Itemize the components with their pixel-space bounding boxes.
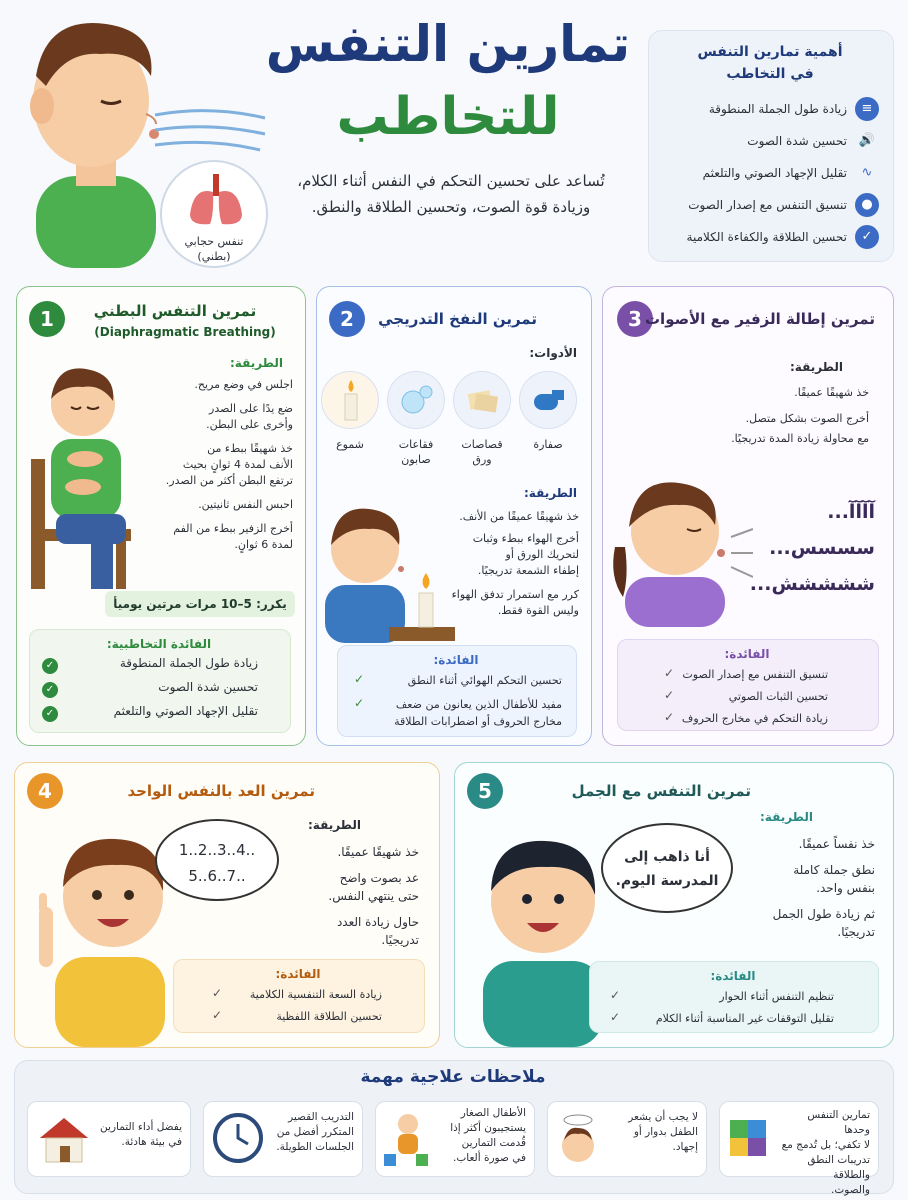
- benefit-item: تنظيم التنفس أثناء الحوار: [719, 990, 834, 1003]
- speech-bubble-icon: ≡: [855, 97, 879, 121]
- step-line: لتحريك الورق أو: [505, 548, 579, 561]
- boy-sitting-illustration: [21, 349, 141, 589]
- exercise-1-subtitle: (Diaphragmatic Breathing): [94, 325, 276, 339]
- sound-shhh: ششششش...: [749, 573, 875, 595]
- note-card: التدريب القصير المتكرر أفضل من الجلسات الطويلة.: [203, 1101, 363, 1177]
- sound-sss: سسسس...: [769, 537, 875, 559]
- step-line: بنفس واحد.: [816, 881, 875, 895]
- exercise-5-benefits: [589, 961, 879, 1033]
- step-line: أخرج الصوت بشكل متصل.: [745, 412, 869, 425]
- boy-counting-illustration: [25, 807, 175, 1047]
- importance-title: [647, 41, 893, 85]
- lungs-label-line2: (بطني): [197, 250, 231, 263]
- subtitle-line1: تُساعد على تحسين التحكم في النفس أثناء الكلام،: [297, 172, 605, 190]
- check-icon: ✓: [664, 688, 675, 702]
- step-line: أخرج الزفير ببطء من الفم: [173, 522, 293, 535]
- exercise-4-card: [14, 762, 440, 1048]
- bubble-line: المدرسة اليوم.: [615, 873, 719, 889]
- benefit-item: زيادة السعة التنفسية الكلامية: [249, 988, 382, 1001]
- exercise-5-benefit-label: الفائدة:: [710, 969, 756, 983]
- step-line: إطفاء الشمعة تدريجيًا.: [477, 564, 579, 577]
- step-line: وليس القوة فقط.: [497, 604, 579, 617]
- exercise-1-number: 1: [29, 301, 65, 337]
- waveform-icon: ∿: [861, 165, 873, 180]
- exercise-4-steps: [289, 843, 419, 949]
- benefit-item: تقليل الإجهاد الصوتي والتلعثم: [113, 704, 258, 718]
- speaker-icon: 🔊: [858, 133, 876, 148]
- tool-label: قصاصات ورق: [461, 438, 503, 466]
- importance-item: تقليل الإجهاد الصوتي والتلعثم: [702, 166, 847, 180]
- lungs-icon: [186, 174, 246, 228]
- step-line: ترتفع البطن أكثر من الصدر.: [165, 474, 293, 487]
- exercise-2-title: تمرين النفخ التدريجي: [378, 310, 537, 328]
- exercise-1-steps: [143, 377, 293, 553]
- step-line: خذ شهيقًا عميقًا.: [337, 845, 419, 859]
- exercise-4-benefits: [173, 959, 425, 1033]
- benefit-item: تحسين التحكم الهوائي أثناء النطق: [407, 674, 562, 687]
- benefit-item: زيادة التحكم في مخارج الحروف: [681, 712, 828, 725]
- exercise-1-benefit-label: الفائدة التخاطبية:: [106, 637, 212, 651]
- note-card: الأطفال الصغار يستجيبون أكثر إذا قُدمت التمارين في صورة ألعاب.: [375, 1101, 535, 1177]
- exercise-2-method-label: الطريقة:: [524, 486, 577, 500]
- exercise-5-steps: [745, 835, 875, 941]
- tool-label: فقاعات صابون: [398, 438, 434, 466]
- step-line: خذ نفساً عميقًا.: [798, 837, 875, 851]
- bubble-line: 5..6..7..: [188, 867, 246, 885]
- step-line: كرر مع استمرار تدفق الهواء: [451, 588, 579, 601]
- exercise-1-title: تمرين التنفس البطني: [93, 302, 257, 320]
- step-line: تدريجيًا.: [381, 933, 419, 947]
- notes-title: ملاحظات علاجية مهمة: [360, 1067, 546, 1087]
- check-icon: ✓: [664, 710, 675, 724]
- exercise-5-number: 5: [467, 773, 503, 809]
- exercise-3-steps: [649, 385, 869, 447]
- breath-lines-icon: [150, 100, 270, 160]
- step-line: لمدة 6 ثوانٍ.: [234, 538, 293, 551]
- step-line: الأنف لمدة 4 ثوانٍ بحيث: [182, 458, 293, 471]
- check-icon: ✓: [354, 696, 365, 710]
- soap-bubbles-icon: [387, 371, 445, 429]
- tool-label: صفارة: [533, 438, 563, 451]
- benefit-item: مفيد للأطفال الذين يعانون من ضعف مخارج الحروف أو اضطرابات الطلاقة: [394, 698, 562, 728]
- check-icon: ✓: [42, 682, 58, 698]
- exercise-4-number: 4: [27, 773, 63, 809]
- tool-label: شموع: [336, 438, 364, 451]
- bubble-line: أنا ذاهب إلى: [624, 849, 710, 865]
- house-icon: [36, 1114, 92, 1166]
- check-icon: ✓: [212, 986, 223, 1000]
- step-line: أخرج الهواء ببطء وثبات: [472, 532, 579, 545]
- note-card: يفضل أداء التمارين في بيئة هادئة.: [27, 1101, 191, 1177]
- sentence-speech-bubble: [601, 823, 733, 913]
- importance-title-line2: في التخاطب: [726, 66, 814, 82]
- benefit-item: زيادة طول الجملة المنطوقة: [119, 656, 258, 670]
- whistle-icon: [519, 371, 577, 429]
- page-title-line2: للتخاطب: [336, 87, 560, 147]
- exercise-2-benefit-label: الفائدة:: [433, 653, 479, 667]
- exercise-4-benefit-label: الفائدة:: [275, 967, 321, 981]
- dizzy-child-icon: [556, 1112, 600, 1168]
- step-line: خذ شهيقًا ببطء من: [207, 442, 293, 455]
- child-playing-blocks-icon: [382, 1110, 432, 1170]
- step-line: اجلس في وضع مريح.: [194, 378, 293, 391]
- note-card: تمارين التنفس وحدها لا تكفي؛ بل تُدمج مع تدريبات النطق والطلاقة والصوت.: [719, 1101, 879, 1177]
- candle-icon: [321, 371, 379, 429]
- boy-blowing-candle-illustration: [319, 485, 457, 643]
- exercise-5-card: [454, 762, 894, 1048]
- importance-item: تحسين الطلاقة والكفاءة الكلامية: [686, 230, 847, 244]
- step-line: خذ شهيقًا عميقًا من الأنف.: [459, 510, 579, 523]
- benefit-item: تحسين الطلاقة اللفظية: [276, 1010, 382, 1023]
- exercise-3-benefits: [617, 639, 879, 731]
- step-line: احبس النفس ثانيتين.: [198, 498, 293, 511]
- exercise-3-number: 3: [617, 301, 653, 337]
- exercise-1-card: [16, 286, 306, 746]
- head-profile-icon: ●: [855, 193, 879, 217]
- importance-item: تنسيق التنفس مع إصدار الصوت: [688, 198, 847, 212]
- step-line: ضع يدًا على الصدر: [209, 402, 293, 415]
- exercise-2-number: 2: [329, 301, 365, 337]
- step-line: ثم زيادة طول الجمل: [772, 907, 875, 921]
- lungs-label-line1: تنفس حجابي: [184, 235, 244, 248]
- notes-section: [14, 1060, 894, 1194]
- clock-icon: [212, 1112, 264, 1164]
- exercise-4-title: تمرين العد بالنفس الواحد: [127, 782, 315, 800]
- paper-scraps-icon: [453, 371, 511, 429]
- benefit-item: تقليل التوقفات غير المناسبة أثناء الكلام: [655, 1012, 834, 1025]
- check-icon: ✓: [354, 672, 365, 686]
- benefit-item: تنسيق التنفس مع إصدار الصوت: [682, 668, 828, 681]
- page-title-line1: تمارين التنفس: [265, 15, 631, 73]
- exercise-2-steps: [439, 509, 579, 619]
- counting-speech-bubble: [155, 819, 279, 901]
- exercise-5-method-label: الطريقة:: [760, 810, 813, 824]
- exercise-1-benefits: [29, 629, 291, 733]
- exercise-3-method-label: الطريقة:: [790, 360, 843, 374]
- step-line: نطق جملة كاملة: [793, 863, 875, 877]
- benefit-item: تحسين الثبات الصوتي: [728, 690, 828, 703]
- exercise-3-card: [602, 286, 894, 746]
- exercise-2-benefits: [337, 645, 577, 737]
- check-icon: ✓: [664, 666, 675, 680]
- check-icon: ✓: [212, 1008, 223, 1022]
- step-line: عد بصوت واضح: [339, 871, 419, 885]
- check-icon: ✓: [42, 706, 58, 722]
- check-icon: ✓: [610, 1010, 621, 1024]
- exercise-3-benefit-label: الفائدة:: [724, 647, 770, 661]
- exercise-2-card: [316, 286, 592, 746]
- boy-breathing-illustration: [6, 6, 166, 268]
- exercise-5-title: تمرين التنفس مع الجمل: [571, 782, 751, 800]
- importance-box: [648, 30, 894, 262]
- girl-exhaling-illustration: [603, 467, 753, 627]
- step-line: وأخرى على البطن.: [206, 418, 293, 431]
- importance-item: زيادة طول الجملة المنطوقة: [708, 102, 847, 116]
- step-line: حتى ينتهي النفس.: [328, 889, 419, 903]
- exercise-4-method-label: الطريقة:: [308, 818, 361, 832]
- puzzle-icon: [726, 1116, 770, 1164]
- sound-aaa: آآآآ...: [827, 501, 875, 523]
- exercise-3-title: تمرين إطالة الزفير مع الأصوات: [644, 310, 875, 328]
- step-line: مع محاولة زيادة المدة تدريجيًا.: [731, 432, 869, 445]
- step-line: تدريجيًا.: [837, 925, 875, 939]
- check-icon: ✓: [42, 658, 58, 674]
- check-icon: ✓: [610, 988, 621, 1002]
- exercise-1-repeat: يكرر: 5–10 مرات مرتين يوميأ: [105, 591, 295, 617]
- subtitle-line2: وزيادة قوة الصوت، وتحسين الطلاقة والنطق.: [311, 198, 591, 216]
- benefit-item: تحسين شدة الصوت: [158, 680, 258, 694]
- importance-title-line1: أهمية تمارين التنفس: [697, 44, 843, 60]
- importance-item: تحسين شدة الصوت: [747, 134, 847, 148]
- note-card: لا يجب أن يشعر الطفل بدوار أو إجهاد.: [547, 1101, 707, 1177]
- exercise-2-tools-label: الأدوات:: [529, 346, 577, 360]
- page-subtitle: [256, 168, 646, 220]
- step-line: حاول زيادة العدد: [336, 915, 419, 929]
- check-circle-icon: ✓: [855, 225, 879, 249]
- exercise-1-method-label: الطريقة:: [230, 356, 283, 370]
- lungs-label: [168, 234, 260, 264]
- bubble-line: 1..2..3..4..: [178, 841, 256, 859]
- step-line: خذ شهيقًا عميقًا.: [794, 386, 869, 399]
